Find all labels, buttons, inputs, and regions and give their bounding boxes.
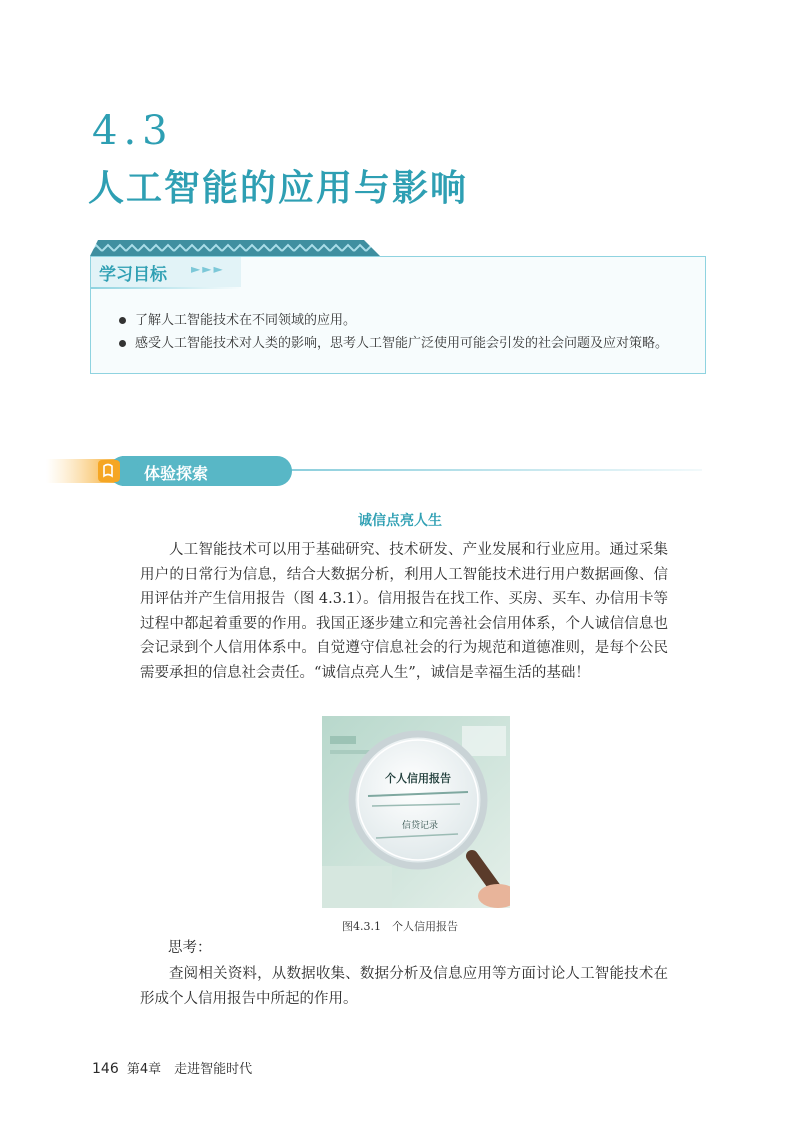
objectives-header [91, 257, 241, 287]
zigzag-decoration [90, 240, 380, 256]
lens-title-text: 个人信用报告 [385, 772, 451, 785]
objectives-list [119, 309, 668, 355]
page-number: 146 [92, 1061, 119, 1077]
triple-arrow-icon: ►►► [191, 262, 225, 276]
credit-report-image [322, 716, 510, 908]
learning-objectives-panel [90, 240, 706, 374]
section-number: 4.3 [92, 108, 174, 154]
section-title: 人工智能的应用与影响 [88, 168, 469, 209]
banner-divider-line [226, 469, 702, 471]
article-title: 诚信点亮人生 [358, 513, 442, 529]
explore-label: 体验探索 [144, 464, 209, 483]
article-paragraph: 人工智能技术可以用于基础研究、技术研发、产业发展和行业应用。通过采集用户的日常行为信息，结合大数据分析，利用人工智能技术进行用户数据画像、信用评估并产生信用报告（图 4.3.1）。信用报告在找工作、买房、买车、办信用卡等过程中都起着重要的作用。我国正逐步建立和完善社会信用体系，个人诚信信息也会记录到个人信用体系中。自觉遵守信息社会的行为规范和道德准则，是每个公民需要承担的信息社会责任。“诚信点亮人生”，诚信是幸福生活的基础！ [140, 542, 668, 681]
explore-icon [46, 454, 142, 488]
objective-item: 了解人工智能技术在不同领域的应用。 [119, 309, 668, 332]
explore-banner [46, 454, 702, 488]
objective-item: 感受人工智能技术对人类的影响，思考人工智能广泛使用可能会引发的社会问题及应对策略。 [119, 332, 668, 355]
objectives-title: 学习目标 [99, 265, 167, 285]
think-question: 查阅相关资料，从数据收集、数据分析及信息应用等方面讨论人工智能技术在形成个人信用报告中所起的作用。 [140, 966, 668, 1007]
page-footer [92, 1058, 252, 1077]
figure-caption: 图4.3.1 个人信用报告 [342, 920, 458, 933]
credit-report-figure [322, 716, 510, 908]
chapter-label: 第4章 走进智能时代 [126, 1062, 253, 1077]
objectives-box [90, 256, 706, 374]
objectives-underline [91, 287, 241, 289]
think-label: 思考： [168, 940, 212, 956]
lens-record-text: 信贷记录 [401, 821, 439, 831]
